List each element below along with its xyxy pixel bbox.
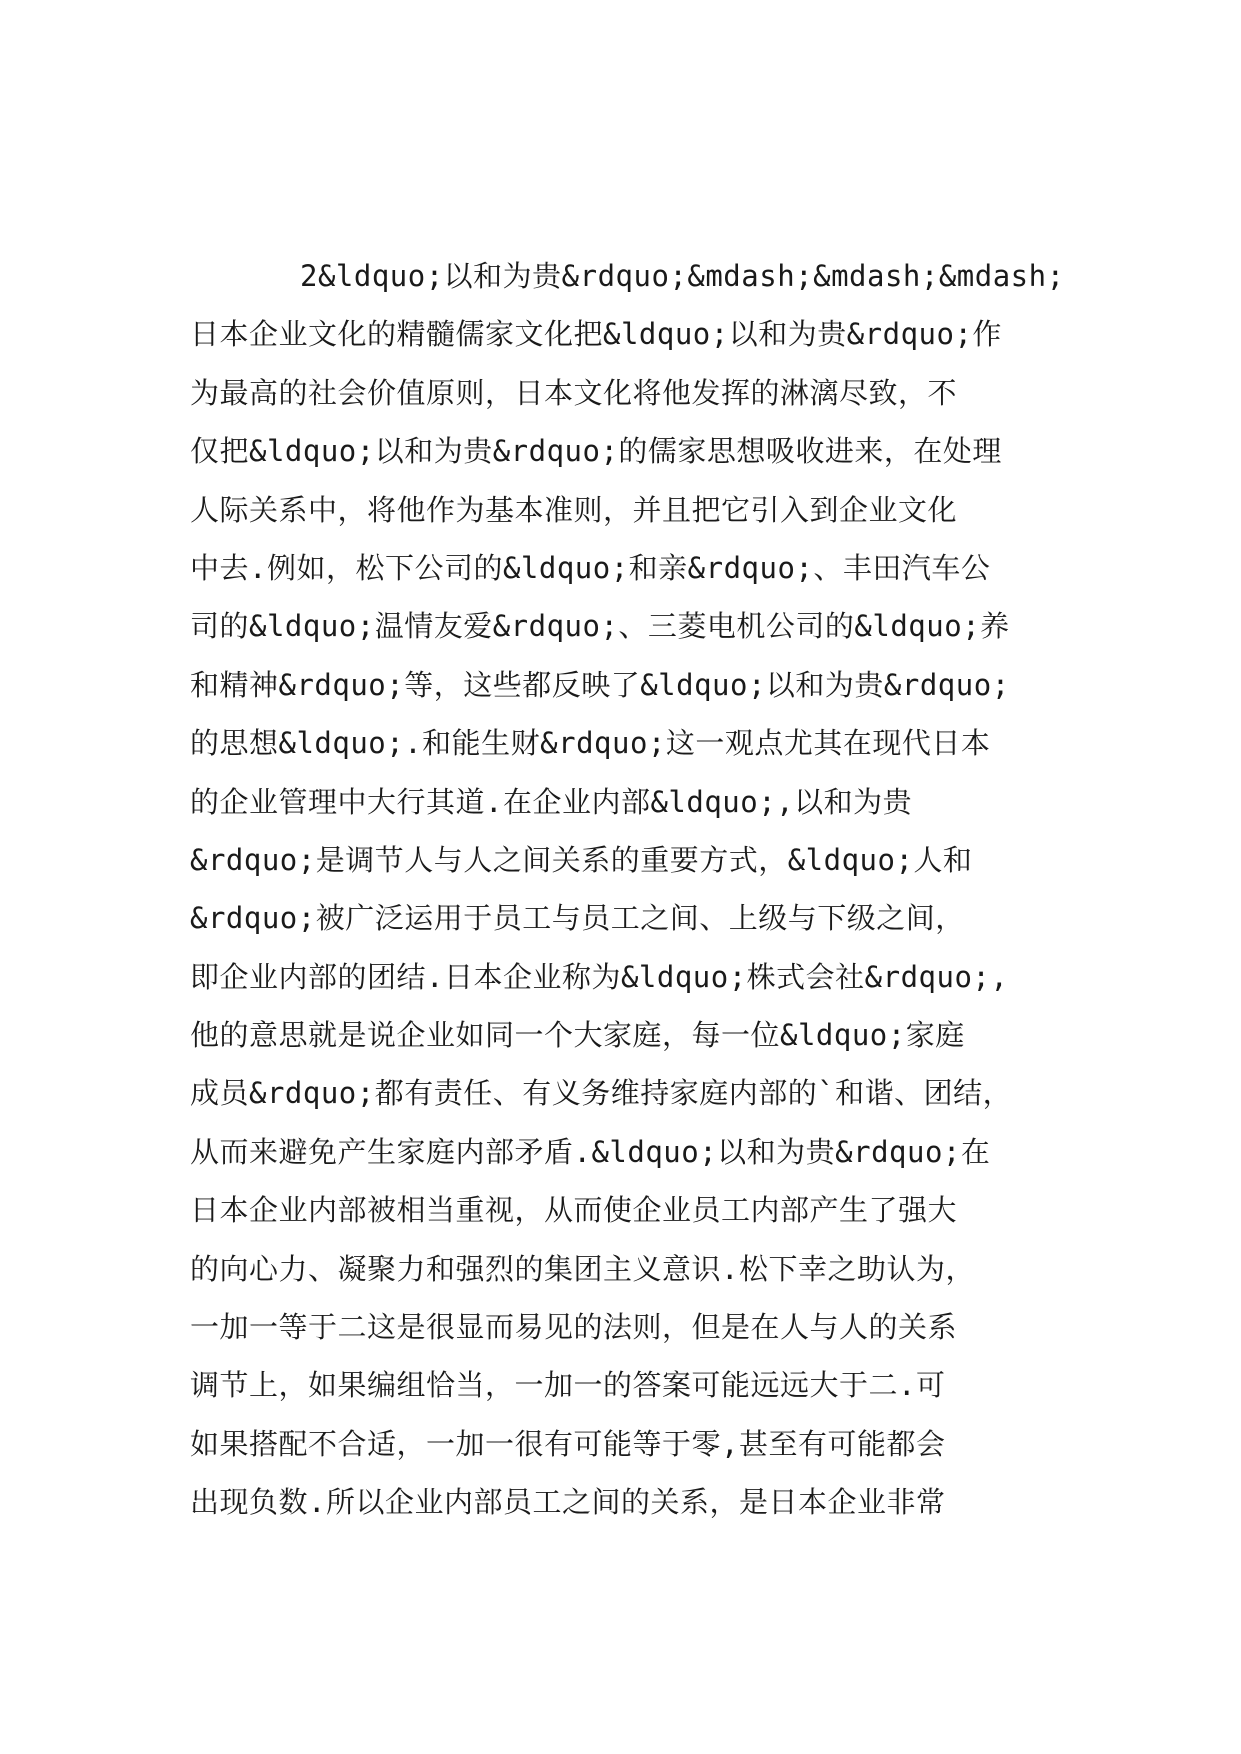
text-line: 人际关系中，将他作为基本准则，并且把它引入到企业文化 xyxy=(190,492,958,527)
text-line: 如果搭配不合适，一加一很有可能等于零,甚至有可能都会 xyxy=(190,1426,946,1461)
text-line: 日本企业文化的精髓儒家文化把&ldquo;以和为贵&rdquo;作 xyxy=(190,317,1002,352)
text-line: 的思想&ldquo;.和能生财&rdquo;这一观点尤其在现代日本 xyxy=(190,726,991,761)
text-line: 一加一等于二这是很显而易见的法则，但是在人与人的关系 xyxy=(190,1310,958,1345)
text-line: 从而来避免产生家庭内部矛盾.&ldquo;以和为贵&rdquo;在 xyxy=(190,1134,991,1169)
text-line: 的企业管理中大行其道.在企业内部&ldquo;,以和为贵 xyxy=(190,784,913,819)
text-line: 2&ldquo;以和为贵&rdquo;&mdash;&mdash;&mdash; xyxy=(300,259,1065,293)
text-line: 成员&rdquo;都有责任、有义务维持家庭内部的`和谐、团结， xyxy=(190,1076,1013,1111)
text-line: 出现负数.所以企业内部员工之间的关系，是日本企业非常 xyxy=(190,1485,946,1520)
text-line: 他的意思就是说企业如同一个大家庭，每一位&ldquo;家庭 xyxy=(190,1018,965,1053)
text-line: &rdquo;被广泛运用于员工与员工之间、上级与下级之间， xyxy=(190,901,965,936)
text-line: 的向心力、凝聚力和强烈的集团主义意识.松下幸之助认为， xyxy=(190,1251,975,1286)
text-line: 日本企业内部被相当重视，从而使企业员工内部产生了强大 xyxy=(190,1193,958,1228)
text-line: 中去.例如，松下公司的&ldquo;和亲&rdquo;、丰田汽车公 xyxy=(190,550,991,585)
text-line: &rdquo;是调节人与人之间关系的重要方式，&ldquo;人和 xyxy=(190,842,973,877)
text-line: 和精神&rdquo;等，这些都反映了&ldquo;以和为贵&rdquo; xyxy=(190,667,1010,702)
text-line: 调节上，如果编组恰当，一加一的答案可能远远大于二.可 xyxy=(190,1368,946,1403)
text-line: 司的&ldquo;温情友爱&rdquo;、三菱电机公司的&ldquo;养 xyxy=(190,609,1010,644)
text-line: 为最高的社会价值原则，日本文化将他发挥的淋漓尽致，不 xyxy=(190,375,958,410)
body-paragraph xyxy=(190,247,1070,1532)
text-line: 仅把&ldquo;以和为贵&rdquo;的儒家思想吸收进来，在处理 xyxy=(190,434,1002,469)
text-line: 即企业内部的团结.日本企业称为&ldquo;株式会社&rdquo;, xyxy=(190,959,1009,994)
